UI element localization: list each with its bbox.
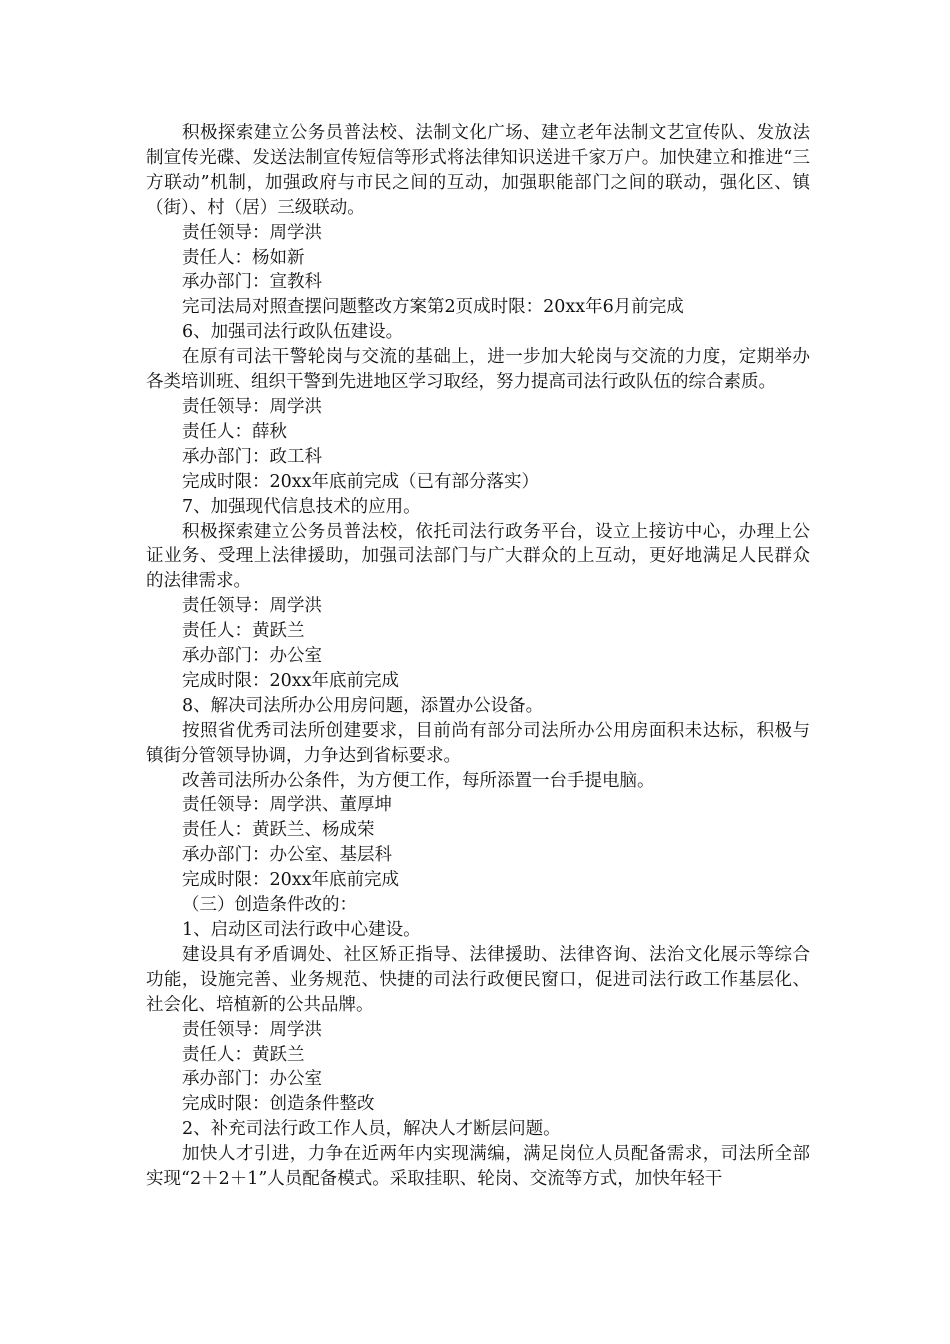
responsible-person-line: 责任人：薛秋 bbox=[182, 421, 287, 442]
paragraph-staffing: 加快人才引进，力争在近两年内实现满编，满足岗位人员配备需求，司法所全部实现“2＋2＋1”人员配备模式。采取挂职、轮岗、交流等方式，加快年轻干 bbox=[146, 1144, 810, 1190]
department-line: 承办部门：办公室 bbox=[182, 1069, 322, 1090]
section-heading-1: 1、启动区司法行政中心建设。 bbox=[182, 920, 421, 940]
responsible-leader-line: 责任领导：周学洪、董厚坤 bbox=[182, 795, 392, 816]
paragraph-legal-publicity: 积极探索建立公务员普法校、法制文化广场、建立老年法制文艺宣传队、发放法制宣传光碟、发送法制宣传短信等形式将法律知识送进千家万户。加快建立和推进“三方联动”机制，加强政府与市民之间的互动，加强职能部门之间的联动，强化区、镇（街）、村（居）三级联动。 bbox=[146, 123, 810, 218]
deadline-line: 完成时限：20xx年底前完成（已有部分落实） bbox=[182, 471, 540, 492]
responsible-leader-line: 责任领导：周学洪 bbox=[182, 1019, 322, 1040]
section-heading-7: 7、加强现代信息技术的应用。 bbox=[182, 496, 421, 517]
section-heading-2: 2、补充司法行政工作人员，解决人才断层问题。 bbox=[182, 1119, 561, 1140]
paragraph-team-building: 在原有司法干警轮岗与交流的基础上，进一步加大轮岗与交流的力度，定期举办各类培训班、组织干警到先进地区学习取经，努力提高司法行政队伍的综合素质。 bbox=[146, 347, 810, 393]
responsible-person-line: 责任人：黄跃兰 bbox=[182, 621, 305, 642]
deadline-line: 完司法局对照查摆问题整改方案第2页成时限：20xx年6月前完成 bbox=[182, 297, 684, 318]
department-line: 承办部门：宣教科 bbox=[182, 272, 322, 293]
document-body bbox=[146, 121, 810, 1192]
paragraph-office-equipment: 改善司法所办公条件，为方便工作，每所添置一台手提电脑。 bbox=[182, 770, 655, 791]
responsible-leader-line: 责任领导：周学洪 bbox=[182, 396, 322, 417]
department-line: 承办部门：政工科 bbox=[182, 446, 322, 467]
section-heading-6: 6、加强司法行政队伍建设。 bbox=[182, 322, 404, 343]
responsible-person-line: 责任人：黄跃兰、杨成荣 bbox=[182, 820, 375, 841]
paragraph-information-tech: 积极探索建立公务员普法校，依托司法行政务平台，设立上接访中心，办理上公证业务、受理上法律援助，加强司法部门与广大群众的上互动，更好地满足人民群众的法律需求。 bbox=[146, 521, 810, 592]
deadline-line: 完成时限：创造条件整改 bbox=[182, 1094, 375, 1115]
paragraph-service-center: 建设具有矛盾调处、社区矫正指导、法律援助、法律咨询、法治文化展示等综合功能，设施完善、业务规范、快捷的司法行政便民窗口，促进司法行政工作基层化、社会化、培植新的公共品牌。 bbox=[146, 944, 810, 1015]
section-heading-8: 8、解决司法所办公用房问题，添置办公设备。 bbox=[182, 695, 544, 716]
department-line: 承办部门：办公室 bbox=[182, 646, 322, 667]
deadline-line: 完成时限：20xx年底前完成 bbox=[182, 670, 400, 691]
responsible-person-line: 责任人：黄跃兰 bbox=[182, 1044, 305, 1065]
department-line: 承办部门：办公室、基层科 bbox=[182, 845, 392, 866]
responsible-leader-line: 责任领导：周学洪 bbox=[182, 596, 322, 617]
responsible-person-line: 责任人：杨如新 bbox=[182, 247, 305, 268]
responsible-leader-line: 责任领导：周学洪 bbox=[182, 222, 322, 243]
section-heading-part-3: （三）创造条件改的： bbox=[182, 895, 357, 916]
deadline-line: 完成时限：20xx年底前完成 bbox=[182, 870, 400, 891]
paragraph-office-space: 按照省优秀司法所创建要求，目前尚有部分司法所办公用房面积未达标，积极与镇街分管领导协调，力争达到省标要求。 bbox=[146, 720, 810, 766]
